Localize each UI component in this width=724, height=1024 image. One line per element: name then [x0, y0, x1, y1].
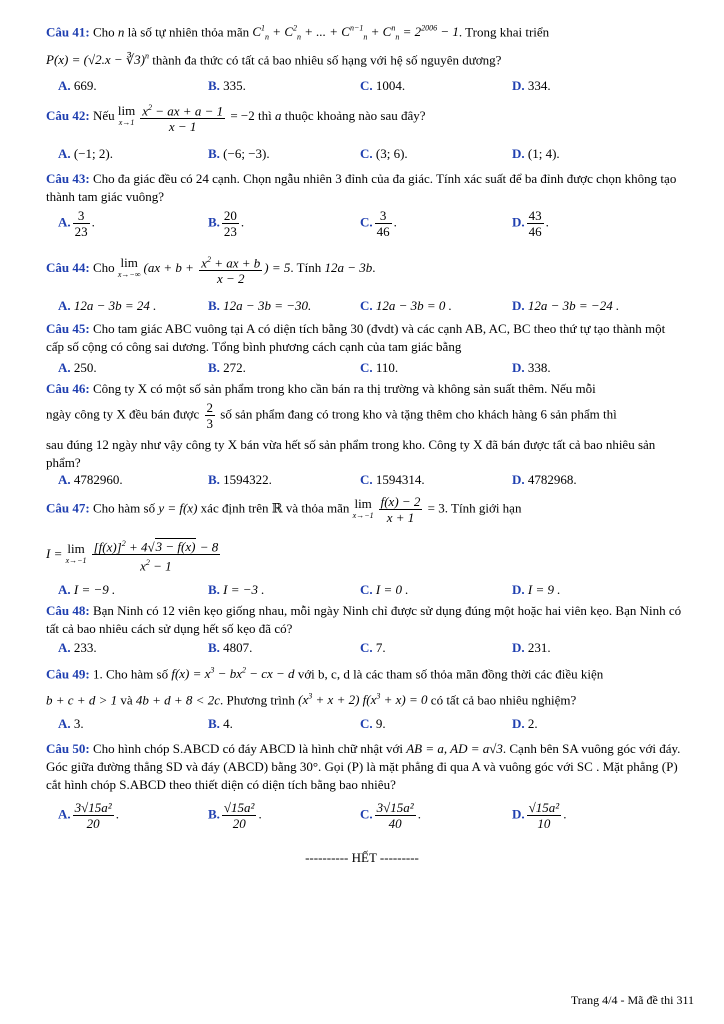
options-47	[58, 582, 678, 602]
option-b[interactable]: B. $\frac{\text{√15a²}}{20}$ .	[208, 800, 262, 831]
options-41	[58, 78, 678, 98]
options-48	[58, 640, 678, 660]
option-a[interactable]: A. 12a − 3b = 24 .	[58, 298, 157, 313]
option-b[interactable]: B. 4807.	[208, 640, 253, 655]
option-d[interactable]: D. 334.	[512, 78, 551, 93]
option-a[interactable]: A. 233.	[58, 640, 97, 655]
option-b[interactable]: B. 335.	[208, 78, 246, 93]
question-41-line2: P(x) = (√2.x − ∛3)$^n$ thành đa thức có tất cả bao nhiêu số hạng với hệ số nguyên dương?	[46, 52, 502, 68]
option-d[interactable]: D. $\frac{43}{46}$ .	[512, 208, 549, 239]
options-46	[58, 472, 678, 492]
options-43	[58, 208, 678, 248]
option-b[interactable]: B. $\frac{20}{23}$ .	[208, 208, 245, 239]
option-c[interactable]: C. $\frac{3}{46}$ .	[360, 208, 397, 239]
question-label: Câu 41:	[46, 24, 90, 40]
option-b[interactable]: B. 4.	[208, 716, 233, 731]
question-50: Câu 50: Cho hình chóp S.ABCD có đáy ABCD là hình chữ nhật với AB = a, AD = a√3. Cạnh bên SA vuông góc với đáy. Góc giữa đường thẳng SD và đáy (ABCD) bằng 30°. Gọi (P) là mặt phẳng đi qua A và vuông góc với SC . Mặt phẳng (P) cắt hình chóp S.ABCD theo thiết diện có diện tích bằng bao nhiêu?	[46, 741, 681, 792]
option-a[interactable]: A. $\frac{\text{3√15a²}}{20}$ .	[58, 800, 119, 831]
option-c[interactable]: C. 7.	[360, 640, 386, 655]
question-42: Câu 42: Nếu lim x→1 $\frac{x^2 - ax + a - 1}{x - 1}$ = −2 thì a thuộc khoảng nào sau đây?	[46, 100, 686, 134]
options-42	[58, 146, 678, 166]
option-c[interactable]: C. 12a − 3b = 0 .	[360, 298, 452, 313]
option-b[interactable]: B. 272.	[208, 360, 246, 375]
option-a[interactable]: A. 669.	[58, 78, 97, 93]
options-49	[58, 716, 678, 736]
option-b[interactable]: B. 1594322.	[208, 472, 272, 487]
option-c[interactable]: C. 1594314.	[360, 472, 425, 487]
option-a[interactable]: A. 3.	[58, 716, 84, 731]
option-c[interactable]: C. I = 0 .	[360, 582, 409, 597]
option-a[interactable]: A. 250.	[58, 360, 97, 375]
option-d[interactable]: D. 2.	[512, 716, 538, 731]
option-c[interactable]: C. 110.	[360, 360, 399, 375]
option-c[interactable]: C. 9.	[360, 716, 386, 731]
option-c[interactable]: C. $\frac{\text{3√15a²}}{40}$ .	[360, 800, 421, 831]
option-a[interactable]: A. 4782960.	[58, 472, 123, 487]
option-d[interactable]: D. $\frac{\text{√15a²}}{10}$ .	[512, 800, 567, 831]
question-45: Câu 45: Cho tam giác ABC vuông tại A có diện tích bằng 30 (đvdt) và các cạnh AB, AC, BC theo thứ tự tạo thành một cấp số cộng có công sai dương. Tổng bình phương cách cạnh của tam giác bằng	[46, 321, 666, 354]
option-a[interactable]: A. I = −9 .	[58, 582, 116, 597]
option-a[interactable]: A. $\frac{3}{23}$ .	[58, 208, 95, 239]
question-49: Câu 49: 1. Cho hàm số $f(x) = x^3 - bx^2$ − cx − d với b, c, d là các tham số thỏa mãn đồng thời các điều kiện	[46, 666, 604, 682]
options-50	[58, 800, 678, 844]
option-b[interactable]: B. 12a − 3b = −30.	[208, 298, 312, 313]
page-footer: Trang 4/4 - Mã đề thi 311	[570, 993, 694, 1007]
options-45	[58, 360, 678, 380]
question-49-line2: b + c + d > 1 và 4b + d + 8 < 2c. Phương trình $(x^3 + x + 2) f(x^3 + x) = 0$ có tất cả bao nhiêu nghiệm?	[46, 692, 577, 708]
options-44	[58, 298, 678, 318]
option-d[interactable]: D. 231.	[512, 640, 551, 655]
question-46-line3: sau đúng 12 ngày như vậy công ty X bán vừa hết số sản phẩm trong kho. Công ty X đã bán được tất cả bao nhiêu sản phẩm?	[46, 437, 656, 470]
option-b[interactable]: B. I = −3 .	[208, 582, 265, 597]
option-b[interactable]: B. (−6; −3).	[208, 146, 270, 161]
option-d[interactable]: D. 338.	[512, 360, 551, 375]
question-44: Câu 44: Cho lim x→−∞ (ax + b + $\frac{x^2 + ax + b}{x - 2}$ ) = 5. Tính 12a − 3b.	[46, 252, 686, 286]
formula: $C^1_n + C^2_n$ + ... + $C^{n-1}_n + C^n_n = 2^{2006} - 1$	[252, 24, 459, 42]
option-d[interactable]: D. (1; 4).	[512, 146, 560, 161]
option-d[interactable]: D. 12a − 3b = −24 .	[512, 298, 620, 313]
option-c[interactable]: C. 1004.	[360, 78, 406, 93]
question-47-formula: I = lim x→−1 $\frac{[f(x)]^2 + 4√3 - f(x) - 8}{x^2 - 1}$	[46, 536, 686, 574]
option-d[interactable]: D. 4782968.	[512, 472, 577, 487]
option-c[interactable]: C. (3; 6).	[360, 146, 408, 161]
option-d[interactable]: D. I = 9 .	[512, 582, 561, 597]
option-a[interactable]: A. (−1; 2).	[58, 146, 113, 161]
question-41: Câu 41: Cho n là số tự nhiên thỏa mãn $C^1_n + C^2_n$ + ... + $C^{n-1}_n + C^n_n = 2^{2006} - 1$. Trong khai triển	[46, 24, 550, 42]
question-43: Câu 43: Cho đa giác đều có 24 cạnh. Chọn ngẫu nhiên 3 đỉnh của đa giác. Tính xác suất để ba đỉnh được chọn không tạo thành tam giác vuông?	[46, 171, 677, 204]
end-marker: ---------- HẾT ---------	[305, 850, 419, 865]
question-48: Câu 48: Bạn Ninh có 12 viên kẹo giống nhau, mỗi ngày Ninh chỉ được sử dụng đúng một hoặc hai viên kẹo. Bạn Ninh có tất cả bao nhiêu cách sử dụng hết số kẹo đã có?	[46, 603, 682, 636]
question-47: Câu 47: Cho hàm số y = f(x) xác định trên ℝ và thỏa mãn lim x→−1 $\frac{f(x) - 2}{x + 1}$ = 3. Tính giới hạn	[46, 494, 522, 525]
question-46-line2: ngày công ty X đều bán được $\frac{2}{3}$ số sản phẩm đang có trong kho và tặng thêm cho khách hàng 6 sản phẩm thì	[46, 400, 617, 431]
question-46: Câu 46: Công ty X có một số sản phẩm trong kho cần bán ra thị trường và không sản suất thêm. Nếu mỗi	[46, 381, 596, 396]
